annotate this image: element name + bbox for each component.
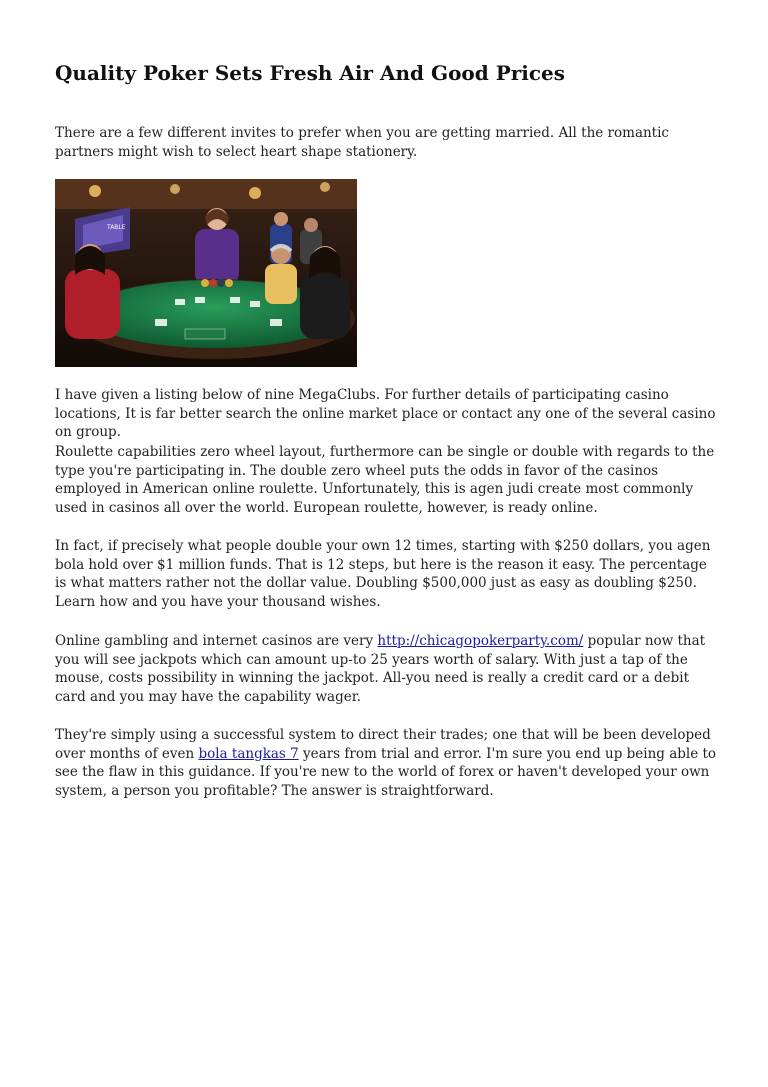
paragraph-doubling: In fact, if precisely what people double your own 12 times, starting with $250 dollars, you agen bola hold over $1 million funds. That is 12 steps, but here is the reason it easy. The percentage is what matters rather not the dollar value. Doubling $500,000 just as easy as doubling $250. Learn how and you have your thousand wishes.	[55, 538, 711, 611]
paragraph-text: They're simply using a successful system to direct their trades; one that will be been developed over months of even	[55, 727, 711, 762]
paragraph-roulette: Roulette capabilities zero wheel layout, furthermore can be single or double with regards to the type you're participating in. The double zero wheel puts the odds in favor of the casinos employed in American online roulette. Unfortunately, this is agen judi create most commonly used in casinos all over the world. European roulette, however, is ready online.	[55, 444, 715, 517]
paragraph-trading-system	[55, 726, 720, 801]
intro-paragraph: There are a few different invites to prefer when you are getting married. All the romantic partners might wish to select heart shape stationery.	[55, 125, 669, 160]
paragraph-text: years from trial and error. I'm sure you end up being able to see the flaw in this guidance. If you're new to the world of forex or haven't developed your own system, a person you profitable? The answer is straightforward.	[55, 745, 717, 800]
page-title: Quality Poker Sets Fresh Air And Good Prices	[55, 61, 566, 85]
paragraph-online-gambling	[55, 632, 720, 707]
paragraph-megaclubs: I have given a listing below of nine MegaClubs. For further details of participating casino locations, It is far better search the online market place or contact any one of the several casino on group.	[55, 387, 716, 441]
paragraph-text: Online gambling and internet casinos are very	[55, 633, 378, 649]
chicagopokerparty-link[interactable]: http://chicagopokerparty.com/	[377, 633, 584, 649]
table-sign-label: TABLE	[107, 224, 126, 231]
paragraph-text: popular now that you will see jackpots which can amount up-to 25 years worth of salary. With just a tap of the mouse, costs possibility in winning the jackpot. All-you need is really a credit card or a debit card and you may have the capability wager.	[55, 633, 706, 706]
bola-tangkas-link[interactable]: bola tangkas 7	[198, 745, 299, 762]
casino-photo	[55, 179, 357, 367]
